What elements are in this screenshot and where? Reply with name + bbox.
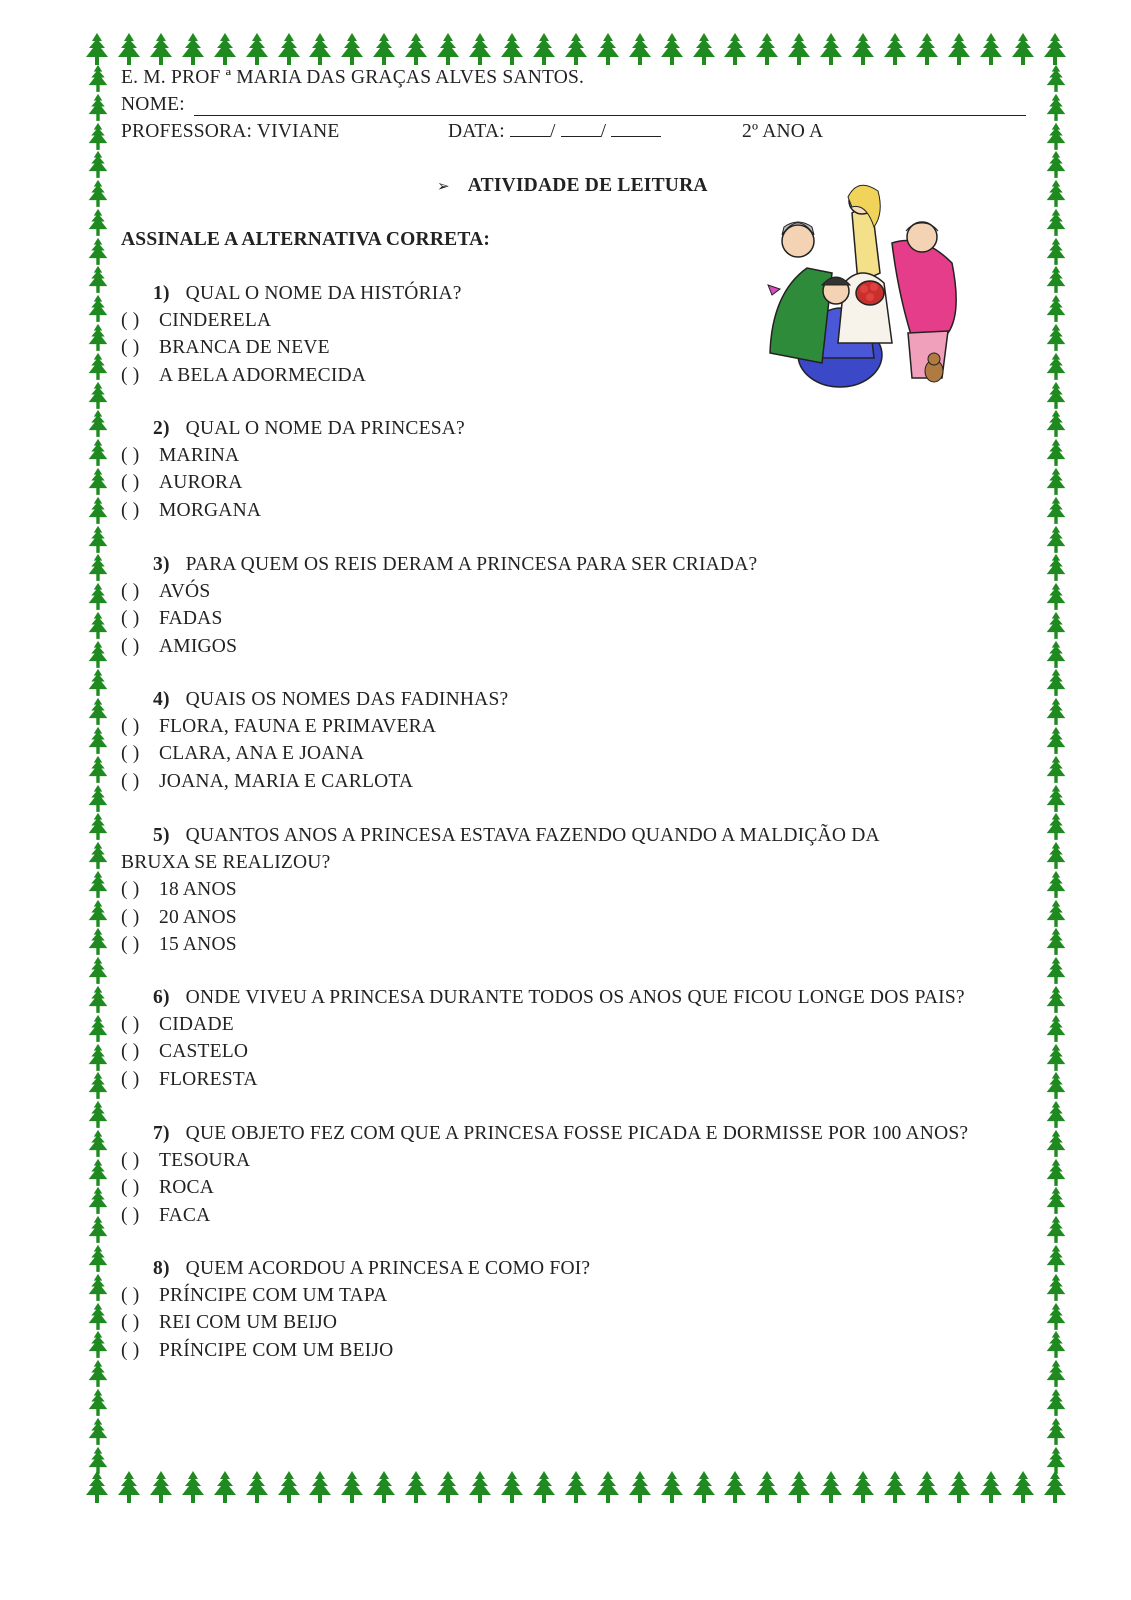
christmas-tree-icon: [1041, 1330, 1071, 1359]
answer-option[interactable]: [121, 770, 413, 794]
christmas-tree-icon: [83, 553, 113, 582]
christmas-tree-icon: [786, 32, 812, 66]
christmas-tree-icon: [212, 1470, 238, 1504]
question-number: 4): [153, 689, 170, 710]
christmas-tree-icon: [83, 841, 113, 870]
christmas-tree-icon: [339, 1470, 365, 1504]
date-separator: /: [549, 121, 556, 142]
christmas-tree-icon: [1041, 1244, 1071, 1273]
tree-border-left: [78, 64, 118, 1474]
christmas-tree-icon: [83, 122, 113, 151]
christmas-tree-icon: [148, 32, 174, 66]
christmas-tree-icon: [83, 697, 113, 726]
question-text: QUANTOS ANOS A PRINCESA ESTAVA FAZENDO QUANDO A MALDIÇÃO DA: [185, 825, 880, 846]
christmas-tree-icon: [1041, 726, 1071, 755]
answer-option[interactable]: [121, 635, 237, 659]
teacher-label: PROFESSORA: VIVIANE: [121, 121, 340, 142]
christmas-tree-icon: [83, 467, 113, 496]
christmas-tree-icon: [1041, 265, 1071, 294]
christmas-tree-icon: [83, 64, 113, 93]
question-text: ONDE VIVEU A PRINCESA DURANTE TODOS OS ANOS QUE FICOU LONGE DOS PAIS?: [185, 987, 965, 1008]
christmas-tree-icon: [882, 1470, 908, 1504]
christmas-tree-icon: [244, 1470, 270, 1504]
christmas-tree-icon: [627, 1470, 653, 1504]
answer-checkbox[interactable]: ( ): [121, 1041, 140, 1063]
christmas-tree-icon: [818, 32, 844, 66]
answer-option[interactable]: [121, 336, 330, 360]
question-text: QUAL O NOME DA PRINCESA?: [185, 418, 465, 439]
arrow-bullet-icon: ➢: [437, 177, 450, 195]
christmas-tree-icon: [83, 1244, 113, 1273]
christmas-tree-icon: [83, 1043, 113, 1072]
christmas-tree-icon: [1041, 352, 1071, 381]
question-text: QUE OBJETO FEZ COM QUE A PRINCESA FOSSE PICADA E DORMISSE POR 100 ANOS?: [185, 1123, 969, 1144]
christmas-tree-icon: [882, 32, 908, 66]
christmas-tree-icon: [339, 32, 365, 66]
christmas-tree-icon: [435, 1470, 461, 1504]
question-number: 6): [153, 987, 170, 1008]
christmas-tree-icon: [1041, 409, 1071, 438]
christmas-tree-icon: [1041, 93, 1071, 122]
christmas-tree-icon: [1041, 525, 1071, 554]
question-number: 5): [153, 825, 170, 846]
christmas-tree-icon: [499, 1470, 525, 1504]
christmas-tree-icon: [83, 265, 113, 294]
answer-label: CLARA, ANA E JOANA: [159, 743, 365, 765]
christmas-tree-icon: [83, 1330, 113, 1359]
christmas-tree-icon: [850, 1470, 876, 1504]
christmas-tree-icon: [83, 1417, 113, 1446]
answer-option[interactable]: [121, 906, 237, 930]
date-row: [448, 120, 661, 144]
answer-option[interactable]: [121, 715, 436, 739]
answer-label: PRÍNCIPE COM UM BEIJO: [159, 1339, 394, 1361]
date-month-field[interactable]: [561, 120, 601, 137]
answer-option[interactable]: [121, 742, 364, 766]
answer-label: JOANA, MARIA E CARLOTA: [159, 770, 414, 792]
christmas-tree-icon: [722, 32, 748, 66]
christmas-tree-icon: [1041, 784, 1071, 813]
answer-option[interactable]: [121, 309, 271, 333]
question-5: [153, 824, 880, 848]
christmas-tree-icon: [1041, 64, 1071, 93]
christmas-tree-icon: [83, 1273, 113, 1302]
answer-label: FLORESTA: [159, 1068, 258, 1090]
answer-label: AVÓS: [159, 581, 211, 603]
christmas-tree-icon: [371, 1470, 397, 1504]
question-6: [153, 986, 965, 1010]
answer-label: MORGANA: [159, 499, 262, 521]
answer-option[interactable]: [121, 1176, 214, 1200]
christmas-tree-icon: [83, 1388, 113, 1417]
christmas-tree-icon: [83, 1359, 113, 1388]
answer-label: TESOURA: [159, 1150, 251, 1172]
answer-label: 18 ANOS: [159, 879, 237, 901]
christmas-tree-icon: [850, 32, 876, 66]
question-number: 3): [153, 554, 170, 575]
christmas-tree-icon: [435, 32, 461, 66]
christmas-tree-icon: [595, 1470, 621, 1504]
grade-label: 2º ANO A: [742, 121, 824, 142]
christmas-tree-icon: [563, 32, 589, 66]
christmas-tree-icon: [83, 352, 113, 381]
christmas-tree-icon: [1041, 640, 1071, 669]
name-field-line[interactable]: [194, 115, 1026, 116]
christmas-tree-icon: [754, 1470, 780, 1504]
christmas-tree-icon: [83, 812, 113, 841]
christmas-tree-icon: [818, 1470, 844, 1504]
christmas-tree-icon: [83, 409, 113, 438]
question-7: [153, 1122, 968, 1146]
tree-border-right: [1036, 64, 1076, 1474]
christmas-tree-icon: [1041, 237, 1071, 266]
answer-checkbox[interactable]: ( ): [121, 743, 140, 765]
christmas-tree-icon: [244, 32, 270, 66]
christmas-tree-icon: [180, 32, 206, 66]
christmas-tree-icon: [1041, 1071, 1071, 1100]
school-name: E. M. PROF ª MARIA DAS GRAÇAS ALVES SANTOS.: [121, 67, 585, 88]
christmas-tree-icon: [1041, 438, 1071, 467]
christmas-tree-icon: [1041, 381, 1071, 410]
christmas-tree-icon: [148, 1470, 174, 1504]
christmas-tree-icon: [1041, 899, 1071, 928]
christmas-tree-icon: [1041, 1215, 1071, 1244]
answer-option[interactable]: [121, 499, 261, 523]
christmas-tree-icon: [276, 1470, 302, 1504]
question-text: QUAL O NOME DA HISTÓRIA?: [185, 283, 462, 304]
answer-checkbox[interactable]: ( ): [121, 445, 140, 467]
christmas-tree-icon: [83, 755, 113, 784]
answer-option[interactable]: [121, 580, 210, 604]
answer-checkbox[interactable]: ( ): [121, 310, 140, 332]
christmas-tree-icon: [83, 381, 113, 410]
christmas-tree-icon: [180, 1470, 206, 1504]
christmas-tree-icon: [1041, 1273, 1071, 1302]
answer-checkbox[interactable]: ( ): [121, 608, 140, 630]
christmas-tree-icon: [371, 32, 397, 66]
christmas-tree-icon: [83, 1071, 113, 1100]
christmas-tree-icon: [1041, 1100, 1071, 1129]
answer-label: FLORA, FAUNA E PRIMAVERA: [159, 716, 437, 738]
answer-label: PRÍNCIPE COM UM TAPA: [159, 1285, 388, 1307]
answer-checkbox[interactable]: ( ): [121, 1285, 140, 1307]
answer-checkbox[interactable]: ( ): [121, 1068, 140, 1090]
answer-checkbox[interactable]: ( ): [121, 1339, 140, 1361]
christmas-tree-icon: [1041, 1417, 1071, 1446]
answer-option[interactable]: [121, 1013, 234, 1037]
answer-option[interactable]: [121, 471, 243, 495]
question-number: 1): [153, 283, 170, 304]
christmas-tree-icon: [1041, 150, 1071, 179]
answer-checkbox[interactable]: ( ): [121, 1014, 140, 1036]
christmas-tree-icon: [1010, 32, 1036, 66]
christmas-tree-icon: [403, 1470, 429, 1504]
christmas-tree-icon: [83, 294, 113, 323]
christmas-tree-icon: [1041, 985, 1071, 1014]
answer-option[interactable]: [121, 607, 223, 631]
christmas-tree-icon: [722, 1470, 748, 1504]
christmas-tree-icon: [403, 32, 429, 66]
christmas-tree-icon: [1041, 1129, 1071, 1158]
christmas-tree-icon: [83, 899, 113, 928]
christmas-tree-icon: [83, 1215, 113, 1244]
answer-label: MARINA: [159, 445, 240, 467]
answer-checkbox[interactable]: ( ): [121, 716, 140, 738]
christmas-tree-icon: [1041, 1043, 1071, 1072]
christmas-tree-icon: [1041, 582, 1071, 611]
answer-label: FACA: [159, 1204, 211, 1226]
christmas-tree-icon: [83, 525, 113, 554]
answer-label: 20 ANOS: [159, 906, 237, 928]
christmas-tree-icon: [691, 1470, 717, 1504]
christmas-tree-icon: [84, 32, 110, 66]
christmas-tree-icon: [83, 1100, 113, 1129]
christmas-tree-icon: [83, 582, 113, 611]
instruction: ASSINALE A ALTERNATIVA CORRETA:: [121, 229, 491, 250]
answer-checkbox[interactable]: ( ): [121, 933, 140, 955]
christmas-tree-icon: [1041, 179, 1071, 208]
answer-checkbox[interactable]: ( ): [121, 1312, 140, 1334]
answer-checkbox[interactable]: ( ): [121, 472, 140, 494]
christmas-tree-icon: [1042, 32, 1068, 66]
christmas-tree-icon: [1041, 870, 1071, 899]
date-day-field[interactable]: [510, 120, 550, 137]
christmas-tree-icon: [83, 726, 113, 755]
christmas-tree-icon: [1041, 294, 1071, 323]
answer-label: AMIGOS: [159, 635, 238, 657]
christmas-tree-icon: [1041, 1186, 1071, 1215]
answer-label: ROCA: [159, 1177, 214, 1199]
christmas-tree-icon: [1041, 1302, 1071, 1331]
christmas-tree-icon: [83, 323, 113, 352]
answer-option[interactable]: [121, 1149, 250, 1173]
christmas-tree-icon: [1041, 668, 1071, 697]
christmas-tree-icon: [83, 611, 113, 640]
christmas-tree-icon: [1041, 1446, 1071, 1475]
question-text-continued: BRUXA SE REALIZOU?: [121, 852, 331, 874]
question-number: 8): [153, 1258, 170, 1279]
christmas-tree-icon: [563, 1470, 589, 1504]
answer-option[interactable]: [121, 878, 237, 902]
answer-label: BRANCA DE NEVE: [159, 337, 330, 359]
name-row: [121, 93, 185, 117]
question-2: [153, 417, 465, 441]
christmas-tree-icon: [307, 32, 333, 66]
christmas-tree-icon: [1041, 611, 1071, 640]
answer-option[interactable]: [121, 1284, 387, 1308]
christmas-tree-icon: [116, 32, 142, 66]
christmas-tree-icon: [83, 985, 113, 1014]
answer-option[interactable]: [121, 1339, 393, 1363]
christmas-tree-icon: [499, 32, 525, 66]
christmas-tree-icon: [307, 1470, 333, 1504]
question-3: [153, 553, 757, 577]
date-year-field[interactable]: [611, 120, 661, 137]
question-number: 7): [153, 1123, 170, 1144]
answer-label: CIDADE: [159, 1014, 234, 1036]
christmas-tree-icon: [659, 32, 685, 66]
christmas-tree-icon: [1041, 467, 1071, 496]
question-text: QUEM ACORDOU A PRINCESA E COMO FOI?: [185, 1258, 591, 1279]
question-1: [153, 282, 462, 306]
answer-checkbox[interactable]: ( ): [121, 1177, 140, 1199]
christmas-tree-icon: [83, 784, 113, 813]
christmas-tree-icon: [691, 32, 717, 66]
tree-border-top: [84, 32, 1068, 68]
answer-option[interactable]: [121, 1040, 248, 1064]
answer-checkbox[interactable]: ( ): [121, 1150, 140, 1172]
question-text: PARA QUEM OS REIS DERAM A PRINCESA PARA SER CRIADA?: [185, 554, 758, 575]
answer-checkbox[interactable]: ( ): [121, 499, 140, 521]
answer-option[interactable]: [121, 933, 237, 957]
answer-checkbox[interactable]: ( ): [121, 337, 140, 359]
christmas-tree-icon: [83, 1302, 113, 1331]
christmas-tree-icon: [1041, 208, 1071, 237]
christmas-tree-icon: [754, 32, 780, 66]
christmas-tree-icon: [83, 1014, 113, 1043]
christmas-tree-icon: [467, 1470, 493, 1504]
christmas-tree-icon: [1041, 1388, 1071, 1417]
christmas-tree-icon: [116, 1470, 142, 1504]
christmas-tree-icon: [1041, 697, 1071, 726]
christmas-tree-icon: [1041, 122, 1071, 151]
christmas-tree-icon: [83, 438, 113, 467]
christmas-tree-icon: [83, 927, 113, 956]
answer-checkbox[interactable]: ( ): [121, 635, 140, 657]
answer-label: CINDERELA: [159, 310, 272, 332]
christmas-tree-icon: [786, 1470, 812, 1504]
question-4: [153, 688, 508, 712]
christmas-tree-icon: [83, 1186, 113, 1215]
princess-and-fairies-illustration: [762, 173, 966, 395]
christmas-tree-icon: [83, 1158, 113, 1187]
christmas-tree-icon: [1041, 1158, 1071, 1187]
tree-border-bottom: [84, 1470, 1068, 1506]
answer-checkbox[interactable]: ( ): [121, 1204, 140, 1226]
christmas-tree-icon: [914, 32, 940, 66]
answer-label: A BELA ADORMECIDA: [159, 364, 367, 386]
christmas-tree-icon: [83, 668, 113, 697]
question-8: [153, 1257, 590, 1281]
christmas-tree-icon: [1042, 1470, 1068, 1504]
christmas-tree-icon: [83, 208, 113, 237]
answer-checkbox[interactable]: ( ): [121, 581, 140, 603]
christmas-tree-icon: [914, 1470, 940, 1504]
christmas-tree-icon: [946, 32, 972, 66]
christmas-tree-icon: [83, 1446, 113, 1475]
answer-option[interactable]: [121, 444, 239, 468]
christmas-tree-icon: [83, 179, 113, 208]
christmas-tree-icon: [531, 32, 557, 66]
date-label: DATA:: [448, 121, 505, 142]
christmas-tree-icon: [83, 93, 113, 122]
christmas-tree-icon: [1041, 1359, 1071, 1388]
date-separator: /: [600, 121, 607, 142]
christmas-tree-icon: [978, 32, 1004, 66]
christmas-tree-icon: [1041, 1014, 1071, 1043]
answer-label: 15 ANOS: [159, 933, 237, 955]
christmas-tree-icon: [1010, 1470, 1036, 1504]
christmas-tree-icon: [1041, 553, 1071, 582]
christmas-tree-icon: [978, 1470, 1004, 1504]
answer-checkbox[interactable]: ( ): [121, 770, 140, 792]
christmas-tree-icon: [659, 1470, 685, 1504]
christmas-tree-icon: [595, 32, 621, 66]
christmas-tree-icon: [276, 32, 302, 66]
christmas-tree-icon: [83, 237, 113, 266]
christmas-tree-icon: [531, 1470, 557, 1504]
christmas-tree-icon: [1041, 927, 1071, 956]
answer-option[interactable]: [121, 1068, 258, 1092]
christmas-tree-icon: [84, 1470, 110, 1504]
christmas-tree-icon: [83, 640, 113, 669]
activity-title: [437, 174, 708, 198]
christmas-tree-icon: [1041, 812, 1071, 841]
christmas-tree-icon: [1041, 755, 1071, 784]
christmas-tree-icon: [83, 1129, 113, 1158]
answer-checkbox[interactable]: ( ): [121, 364, 140, 386]
answer-option[interactable]: [121, 1311, 337, 1335]
christmas-tree-icon: [83, 496, 113, 525]
answer-option[interactable]: [121, 1204, 210, 1228]
christmas-tree-icon: [627, 32, 653, 66]
christmas-tree-icon: [83, 150, 113, 179]
christmas-tree-icon: [1041, 956, 1071, 985]
answer-label: FADAS: [159, 608, 223, 630]
activity-title-text: ATIVIDADE DE LEITURA: [467, 175, 708, 196]
answer-label: CASTELO: [159, 1041, 249, 1063]
answer-checkbox[interactable]: ( ): [121, 879, 140, 901]
answer-option[interactable]: [121, 364, 366, 388]
question-text: QUAIS OS NOMES DAS FADINHAS?: [185, 689, 509, 710]
name-label: NOME:: [121, 94, 185, 115]
christmas-tree-icon: [1041, 841, 1071, 870]
christmas-tree-icon: [946, 1470, 972, 1504]
christmas-tree-icon: [83, 956, 113, 985]
answer-label: AURORA: [159, 472, 243, 494]
christmas-tree-icon: [83, 870, 113, 899]
christmas-tree-icon: [212, 32, 238, 66]
christmas-tree-icon: [1041, 323, 1071, 352]
christmas-tree-icon: [1041, 496, 1071, 525]
answer-checkbox[interactable]: ( ): [121, 906, 140, 928]
christmas-tree-icon: [467, 32, 493, 66]
question-number: 2): [153, 418, 170, 439]
answer-label: REI COM UM BEIJO: [159, 1312, 338, 1334]
